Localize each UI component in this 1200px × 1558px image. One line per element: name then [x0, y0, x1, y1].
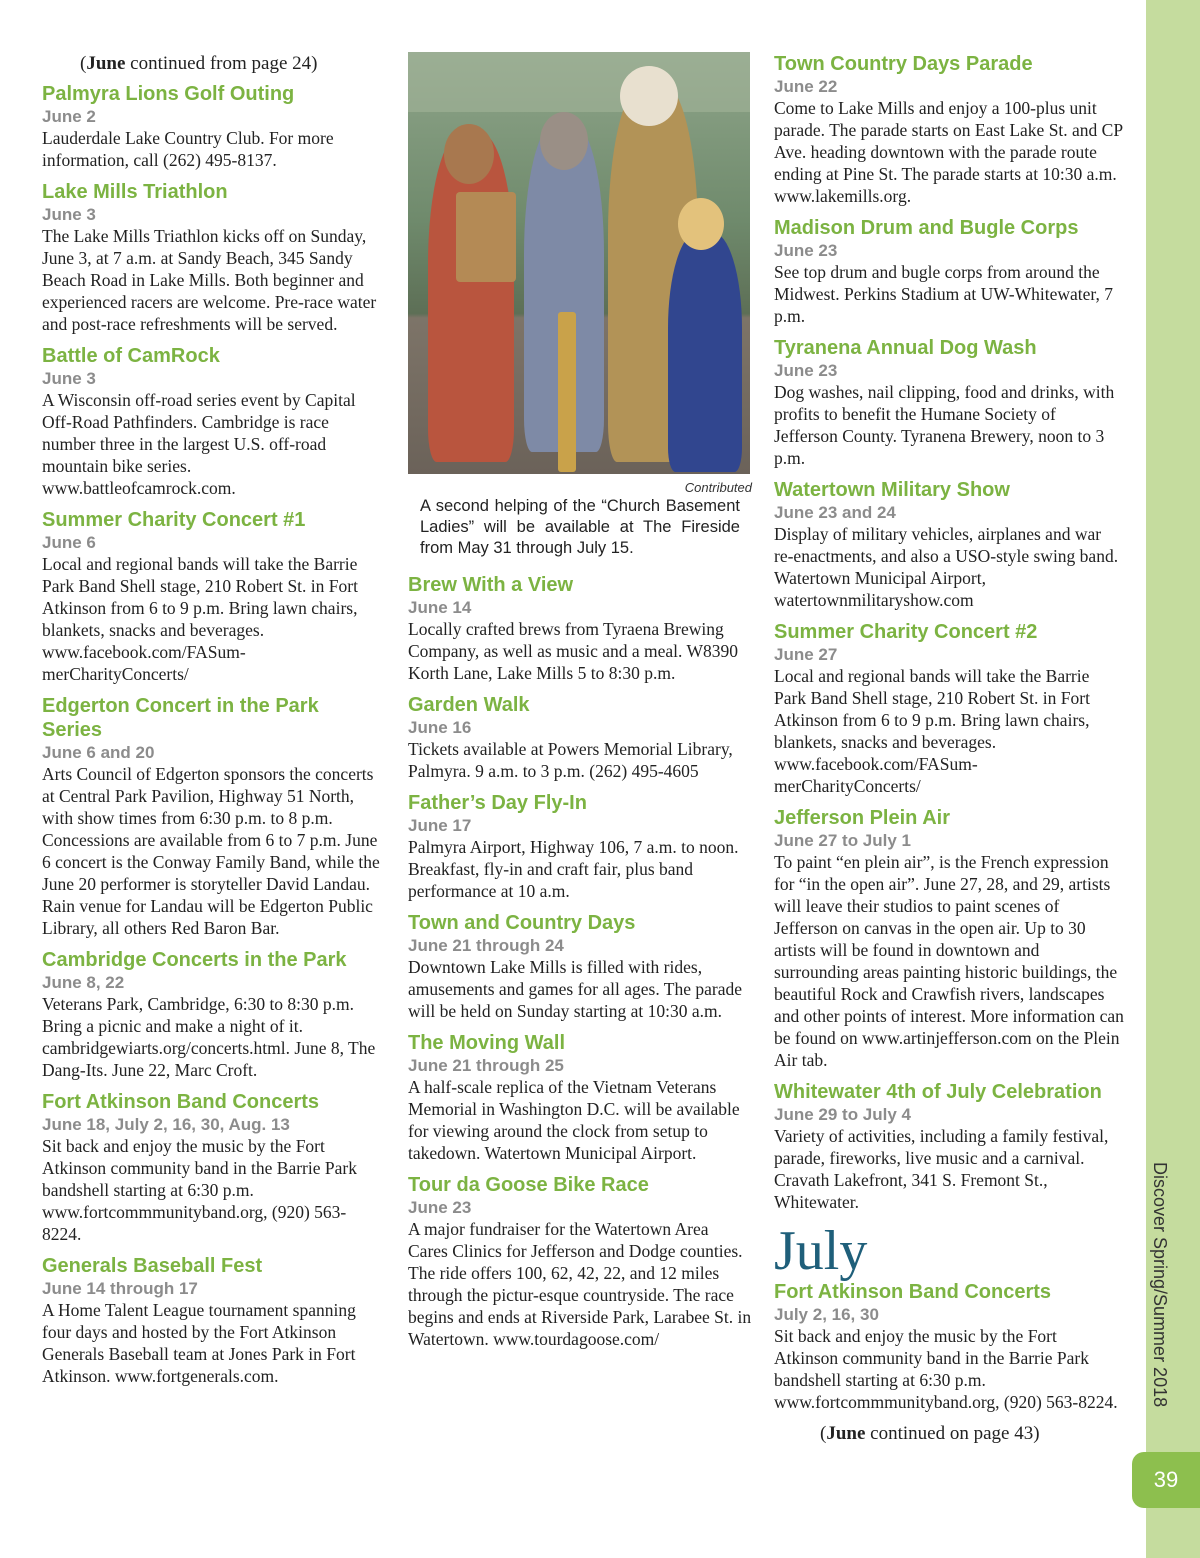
- event-date: June 27 to July 1: [774, 831, 911, 850]
- event-date: June 22: [774, 77, 838, 96]
- event-description: Locally crafted brews from Tyraena Brewing Company, as well as music and a meal. W8390 Korth Lane, Lake Mills 5 to 8:30 p.m.: [408, 619, 738, 683]
- event-description: Palmyra Airport, Highway 106, 7 a.m. to noon. Breakfast, fly-in and craft fair, plus band performance at 10 a.m.: [408, 837, 739, 901]
- event-title: Fort Atkinson Band Concerts: [774, 1281, 1052, 1303]
- event-description: The Lake Mills Triathlon kicks off on Sunday, June 3, at 7 a.m. at Sandy Beach, 345 Sandy Beach Road in Lake Mills. Both beginner and experienced racers are welcome. Pre-race water and post-race refreshments will be served.: [42, 226, 377, 334]
- event-description: Sit back and enjoy the music by the Fort Atkinson community band in the Barrie Park bandshell starting at 6:30 p.m. www.fortcommmunityband.org, (920) 563-8224.: [42, 1136, 357, 1244]
- event-description: A major fundraiser for the Watertown Area Cares Clinics for Jefferson and Dodge counties. The ride offers 100, 62, 42, 22, and 12 miles through the pictur-esque countryside. The race begins and ends at Riverside Park, Larabee St. in Watertown. www.tourdagoose.com/: [408, 1219, 752, 1349]
- event-description: A Home Talent League tournament spanning four days and hosted by the Fort Atkinson Generals Baseball team at Jones Park in Fort Atkinson. www.fortgenerals.com.: [42, 1300, 356, 1386]
- event-description: Variety of activities, including a family festival, parade, fireworks, live music and a carnival. Cravath Lakefront, 341 S. Fremont St., Whitewater.: [774, 1126, 1109, 1212]
- event-title: Brew With a View: [408, 574, 574, 596]
- photo-caption: A second helping of the “Church Basement Ladies” will be available at The Fireside from May 31 through July 15.: [420, 497, 740, 557]
- event-description: Local and regional bands will take the Barrie Park Band Shell stage, 210 Robert St. in Fort Atkinson from 6 to 9 p.m. Bring lawn chairs, blankets, snacks and beverages. www.facebook.com/FASum-merCharityConcerts/: [42, 554, 358, 684]
- event-date: June 23: [408, 1198, 472, 1217]
- event-item: [774, 216, 1124, 327]
- event-description: Display of military vehicles, airplanes and war re-enactments, and also a USO-style swing band. Watertown Municipal Airport, watertownmilitaryshow.com: [774, 524, 1119, 610]
- event-date: July 2, 16, 30: [774, 1305, 879, 1324]
- event-item: [42, 694, 384, 939]
- event-list: [774, 1280, 1124, 1413]
- event-title: Jefferson Plein Air: [774, 807, 950, 829]
- column-2: [408, 52, 752, 1359]
- event-date: June 3: [42, 369, 96, 388]
- photo-credit: Contributed: [684, 480, 752, 495]
- event-title: Tyranena Annual Dog Wash: [774, 337, 1037, 359]
- event-list: [408, 573, 752, 1350]
- event-title: Summer Charity Concert #1: [42, 509, 306, 531]
- event-item: [42, 82, 384, 171]
- event-date: June 2: [42, 107, 96, 126]
- event-title: Town Country Days Parade: [774, 53, 1033, 75]
- event-title: Battle of CamRock: [42, 345, 220, 367]
- event-description: Veterans Park, Cambridge, 6:30 to 8:30 p.m. Bring a picnic and make a night of it. cambridgewiarts.org/concerts.html. June 8, The Dang-Its. June 22, Marc Croft.: [42, 994, 376, 1080]
- event-description: A Wisconsin off-road series event by Capital Off-Road Pathfinders. Cambridge is race number three in the largest U.S. off-road mountain bike series. www.battleofcamrock.com.: [42, 390, 356, 498]
- event-description: See top drum and bugle corps from around the Midwest. Perkins Stadium at UW-Whitewater, 7 p.m.: [774, 262, 1114, 326]
- event-item: [408, 911, 752, 1022]
- event-title: Whitewater 4th of July Celebration: [774, 1081, 1102, 1103]
- event-item: [774, 806, 1124, 1071]
- column-3: [774, 52, 1124, 1452]
- event-title: Madison Drum and Bugle Corps: [774, 217, 1079, 239]
- event-title: Garden Walk: [408, 694, 530, 716]
- event-date: June 17: [408, 816, 472, 835]
- event-title: Father’s Day Fly-In: [408, 792, 587, 814]
- event-description: Local and regional bands will take the Barrie Park Band Shell stage, 210 Robert St. in Fort Atkinson from 6 to 9 p.m. Bring lawn chairs, blankets, snacks and beverages. www.facebook.com/FASum-merCharityConcerts/: [774, 666, 1090, 796]
- church-basement-ladies-photo: [408, 52, 750, 474]
- event-title: Generals Baseball Fest: [42, 1255, 263, 1277]
- event-date: June 23 and 24: [774, 503, 896, 522]
- event-item: [42, 1254, 384, 1387]
- event-description: To paint “en plein air”, is the French expression for “in the open air”. June 27, 28, and 29, artists will leave their studios to paint scenes of Jefferson on canvas in the open air. Up to 30 artists will be found in downtown and surrounding areas painting historic buildings, the beautiful Rock and Crawfish rivers, landscapes and other points of interest. More information can be found on www.artinjefferson.com on the Plein Air tab.: [774, 852, 1124, 1070]
- event-item: [408, 1031, 752, 1164]
- event-date: June 14: [408, 598, 472, 617]
- event-item: [774, 620, 1124, 797]
- event-date: June 23: [774, 241, 838, 260]
- event-title: Edgerton Concert in the Park Series: [42, 695, 319, 741]
- event-description: Arts Council of Edgerton sponsors the concerts at Central Park Pavilion, Highway 51 North, with show times from 6:30 p.m. to 8 p.m. Concessions are available from 6 to 7 p.m. June 6 concert is the Conway Family Band, while the June 20 performer is storyteller David Landau. Rain venue for Landau will be Edgerton Public Library, all others Red Baron Bar.: [42, 764, 380, 938]
- month-heading-july: July: [774, 1220, 868, 1282]
- event-description: Tickets available at Powers Memorial Library, Palmyra. 9 a.m. to 3 p.m. (262) 495-4605: [408, 739, 733, 781]
- event-item: [408, 573, 752, 684]
- event-item: [42, 344, 384, 499]
- event-description: Downtown Lake Mills is filled with rides, amusements and games for all ages. The parade will be held on Sunday starting at 10:30 a.m.: [408, 957, 742, 1021]
- event-title: Tour da Goose Bike Race: [408, 1174, 649, 1196]
- event-description: A half-scale replica of the Vietnam Veterans Memorial in Washington D.C. will be available for viewing around the clock from setup to takedown. Watertown Municipal Airport.: [408, 1077, 740, 1163]
- event-list: [774, 52, 1124, 1213]
- event-description: Lauderdale Lake Country Club. For more information, call (262) 495-8137.: [42, 128, 334, 170]
- continued-on-note: (June continued on page 43): [820, 1423, 1040, 1444]
- event-item: [774, 336, 1124, 469]
- event-date: June 16: [408, 718, 472, 737]
- event-description: Come to Lake Mills and enjoy a 100-plus unit parade. The parade starts on East Lake St. and CP Ave. heading downtown with the parade route ending at Pine St. The parade starts at 10:30 a.m. www.lakemills.org.: [774, 98, 1123, 206]
- event-date: June 14 through 17: [42, 1279, 198, 1298]
- event-item: [42, 508, 384, 685]
- event-item: [774, 1080, 1124, 1213]
- event-item: [408, 693, 752, 782]
- page-number: 39: [1132, 1452, 1200, 1508]
- event-item: [774, 478, 1124, 611]
- event-date: June 23: [774, 361, 838, 380]
- event-description: Sit back and enjoy the music by the Fort Atkinson community band in the Barrie Park bandshell starting at 6:30 p.m. www.fortcommmunityband.org, (920) 563-8224.: [774, 1326, 1118, 1412]
- event-date: June 6: [42, 533, 96, 552]
- event-date: June 18, July 2, 16, 30, Aug. 13: [42, 1115, 290, 1134]
- event-title: Summer Charity Concert #2: [774, 621, 1038, 643]
- event-list: [42, 82, 384, 1387]
- event-item: [42, 1090, 384, 1245]
- event-title: Palmyra Lions Golf Outing: [42, 83, 295, 105]
- event-title: Town and Country Days: [408, 912, 636, 934]
- event-item: [774, 52, 1124, 207]
- event-date: June 6 and 20: [42, 743, 155, 762]
- publication-label: Discover Spring/Summer 2018: [1150, 1162, 1170, 1408]
- event-item: [408, 1173, 752, 1350]
- event-date: June 29 to July 4: [774, 1105, 911, 1124]
- event-date: June 21 through 24: [408, 936, 564, 955]
- event-date: June 3: [42, 205, 96, 224]
- column-1: [42, 52, 384, 1396]
- event-description: Dog washes, nail clipping, food and drinks, with profits to benefit the Humane Society of Jefferson County. Tyranena Brewery, noon to 3 p.m.: [774, 382, 1115, 468]
- event-item: [408, 791, 752, 902]
- event-item: [42, 948, 384, 1081]
- event-date: June 21 through 25: [408, 1056, 564, 1075]
- event-item: [42, 180, 384, 335]
- event-date: June 27: [774, 645, 838, 664]
- event-date: June 8, 22: [42, 973, 125, 992]
- event-title: The Moving Wall: [408, 1032, 566, 1054]
- continued-from-note: (June continued from page 24): [80, 53, 318, 74]
- event-title: Cambridge Concerts in the Park: [42, 949, 347, 971]
- event-title: Lake Mills Triathlon: [42, 181, 228, 203]
- event-item: [774, 1280, 1124, 1413]
- event-title: Watertown Military Show: [774, 479, 1010, 501]
- event-title: Fort Atkinson Band Concerts: [42, 1091, 320, 1113]
